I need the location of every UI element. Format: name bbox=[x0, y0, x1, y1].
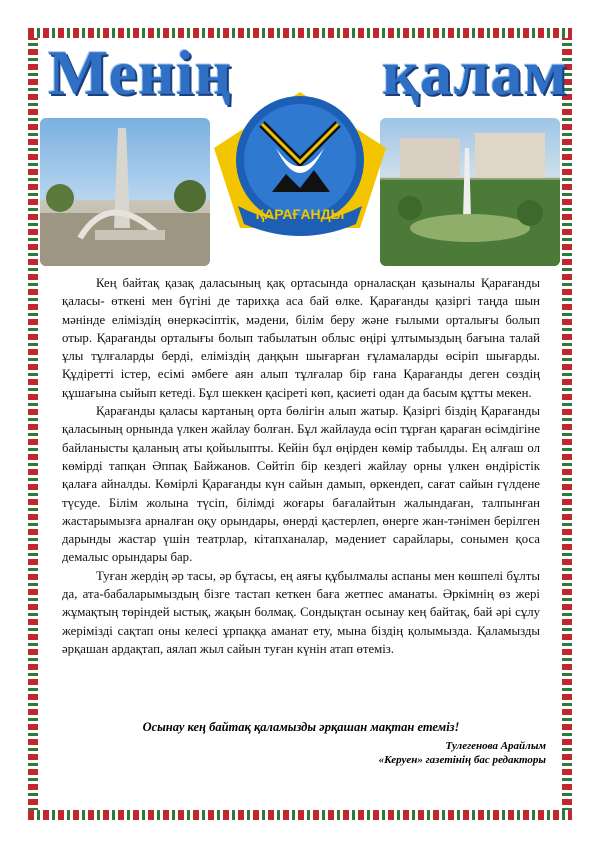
author-role: «Керуен» газетінің бас редакторы bbox=[378, 754, 546, 766]
title-word-2: қалам bbox=[382, 37, 568, 108]
paragraph-2: Қарағанды қаласы картаның орта бөлігін алып жатыр. Қазіргі біздің Қарағанды қаласының орнында үлкен жайлау болған. Бұл жайлауда өсіп тұрған қараған өсімдігіне байланысты қаланың аты қойылыпты. Кейін бұл өңірден көмір табылды. Ең алғаш ол көмірді тапқан Әппақ Байжанов. Сөйтіп бір кездегі жайлау орны үлкен өндірістік қалаға айналды. Көмірлі Қарағанды күн сайын дамып, өркендеп, сағат сайын гүлдене түсуде. Білім жолына түсіп, білімді жоғары бағалайтын жалындаған, талпынған жастарымызға арналған оқу орындары, өнерді қастерлеп, өнерге жан-тәнімен берілген дарынды жастар үшін театрлар, кітапханалар, мәдениет сарайлары, сонымен қоса демалыс орындары бар. bbox=[62, 404, 540, 565]
karaganda-emblem-icon bbox=[210, 88, 390, 238]
title-word-1: Менің bbox=[48, 37, 233, 108]
paragraph-1: Кең байтақ қазақ даласының қақ ортасында орналасқан қазыналы Қарағанды қаласы- өткені мен бүгіні де тарихқа аса бай өлке. Қарағанды қазіргі таңда шын мәнінде еліміздің өнеркәсіптік, мәдени, білім беру және ғылыми орталығы болып отыр. Қарағанды орталығы болып табылатын облыс өңірі ұлтымыздың бағына талай ұлы тұлғаларды берді, еліміздің даңқын шығарған ғұламаларды өсіріп шығарды. Құдіретті істер, есімі әмбеге аян алып тұлғалар бір ғана Қарағанды деген сөздің құшағына сыйып кетеді. Бұл шеккен қасіреті көп, қасиеті одан да басым құтты мекен. bbox=[62, 276, 540, 400]
monument-photo bbox=[40, 118, 210, 266]
closing-line: Осынау кең байтақ қаламызды әрқашан мақтан етеміз! bbox=[142, 720, 460, 734]
paragraph-3: Туған жердің әр тасы, әр бұтасы, ең аяғы құбылмалы аспаны мен көшпелі бұлты да, ата-бабаларымыздың бізге тастап кеткен баға жетпес аманаты. Әркімнің өз жері жұмақтың төріндей ыстық, жақын болмақ. Сондықтан осынау кең байтақ, бай әрі сұлу жерімізді сақтап оны келесі ұрпаққа аманат ету, мына біздің қолымызда. Қаламызды әрқашан ардақтап, аялап жыл сайын туған күнін атап өтеміз. bbox=[62, 568, 540, 656]
author-name: Тулегенова Арайлым bbox=[445, 740, 546, 752]
city-square-photo bbox=[380, 118, 560, 266]
article-body bbox=[62, 274, 540, 658]
emblem-label: ҚАРАҒАНДЫ bbox=[255, 206, 345, 222]
